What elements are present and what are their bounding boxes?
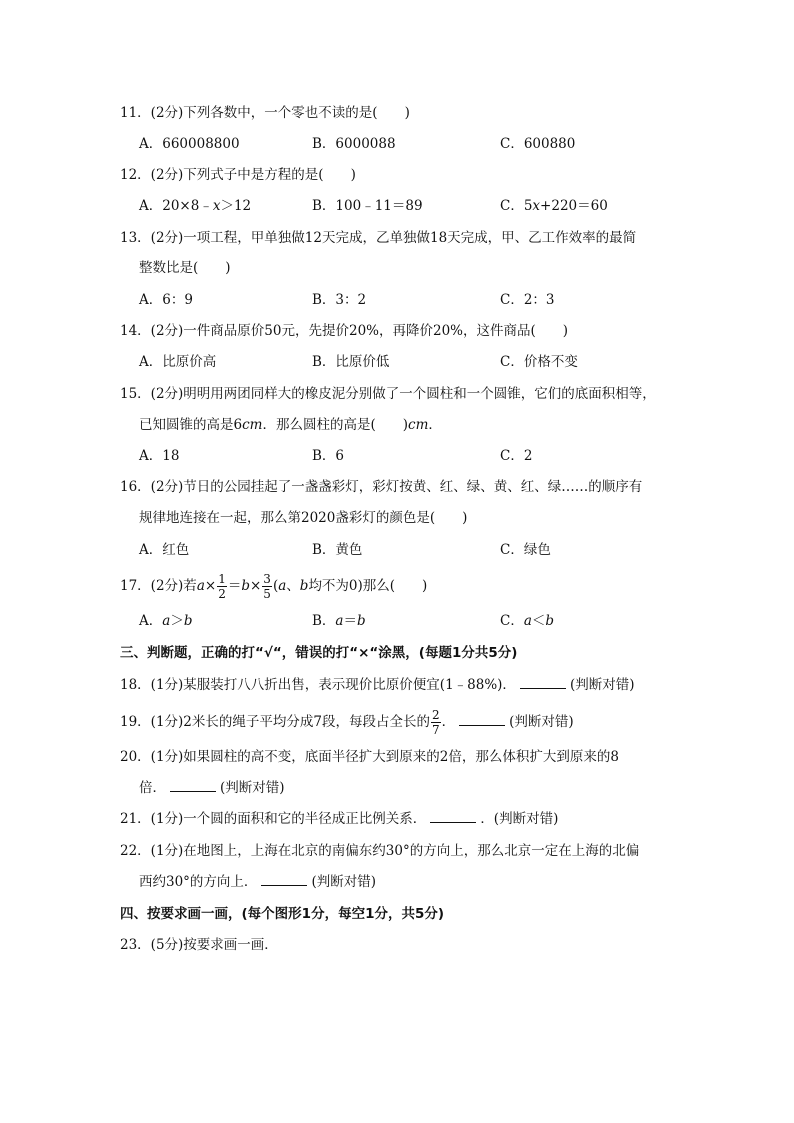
answer-blank[interactable] [430, 810, 476, 823]
question-18: 18．(1分)某服装打八八折出售，表示现价比原价便宜(1﹣88%)． (判断对错) [120, 677, 635, 693]
q14-option-c: C．价格不变 [500, 354, 578, 370]
question-14: 14．(2分)一件商品原价50元，先提价20%，再降价20%，这件商品( ) [120, 323, 569, 339]
q16-option-a: A．红色 [139, 542, 190, 558]
question-16-line-2: 规律地连接在一起，那么第2020盏彩灯的颜色是( ) [139, 510, 468, 526]
question-15-line-1: 15．(2分)明明用两团同样大的橡皮泥分别做了一个圆柱和一个圆锥，它们的底面积相等， [120, 386, 656, 402]
question-11: 11．(2分)下列各数中，一个零也不读的是( ) [120, 105, 410, 121]
section-3-heading: 三、判断题，正确的打“√“，错误的打“×“涂黑，(每题1分共5分) [120, 645, 518, 661]
q13-option-c: C．2：3 [500, 292, 555, 308]
q15-option-a: A．18 [139, 448, 180, 464]
question-16-line-1: 16．(2分)节日的公园挂起了一盏盏彩灯，彩灯按黄、红、绿、黄、红、绿……的顺序有 [120, 479, 643, 495]
q12-option-b: B．100﹣11＝89 [312, 198, 423, 214]
q17-option-a: A．a＞b [139, 613, 193, 629]
q17-option-c: C．a＜b [500, 613, 555, 629]
fraction-two-sevenths: $\frac{2}{7}$ [431, 708, 440, 737]
q12-option-c: C．5x+220＝60 [500, 198, 608, 214]
q11-option-a: A．660008800 [139, 136, 240, 152]
question-17: 17．(2分)若a× $\frac{1}{2}$ ＝b× $\frac{3}{5}$ (a、b均不为0)那么( ) [120, 572, 428, 601]
question-23: 23．(5分)按要求画一画． [120, 937, 278, 953]
fraction-three-fifths: $\frac{3}{5}$ [263, 572, 271, 601]
question-21: 21．(1分)一个圆的面积和它的半径成正比例关系． ．(判断对错) [120, 811, 559, 827]
q12-option-a: A．20×8﹣x＞12 [139, 198, 252, 214]
question-13-line-2: 整数比是( ) [139, 260, 231, 276]
question-22-line-1: 22．(1分)在地图上，上海在北京的南偏东约30°的方向上，那么北京一定在上海的北偏 [120, 843, 640, 859]
question-12: 12．(2分)下列式子中是方程的是( ) [120, 167, 356, 183]
question-20-line-2: 倍． (判断对错) [139, 780, 285, 796]
answer-blank[interactable] [520, 676, 566, 689]
q14-option-b: B．比原价低 [312, 354, 390, 370]
q11-option-b: B．6000088 [312, 136, 396, 152]
q14-option-a: A．比原价高 [139, 354, 217, 370]
question-20-line-1: 20．(1分)如果圆柱的高不变，底面半径扩大到原来的2倍，那么体积扩大到原来的8 [120, 749, 619, 765]
q16-option-c: C．绿色 [500, 542, 551, 558]
question-19: 19．(1分)2米长的绳子平均分成7段，每段占全长的 $\frac{2}{7}$ ． (判断对错) [120, 708, 574, 737]
answer-blank[interactable] [459, 713, 505, 726]
answer-blank[interactable] [170, 779, 216, 792]
q11-option-c: C．600880 [500, 136, 576, 152]
question-13-line-1: 13．(2分)一项工程，甲单独做12天完成，乙单独做18天完成，甲、乙工作效率的最简 [120, 230, 637, 246]
q15-option-b: B．6 [312, 448, 345, 464]
question-22-line-2: 西约30°的方向上． (判断对错) [139, 874, 376, 890]
q13-option-a: A．6：9 [139, 292, 193, 308]
question-15-line-2: 已知圆锥的高是6cm．那么圆柱的高是( )cm． [139, 417, 442, 433]
answer-blank[interactable] [261, 873, 307, 886]
q15-option-c: C．2 [500, 448, 533, 464]
q17-option-b: B．a＝b [312, 613, 366, 629]
fraction-one-half: $\frac{1}{2}$ [218, 572, 226, 601]
q13-option-b: B．3：2 [312, 292, 367, 308]
section-4-heading: 四、按要求画一画，(每个图形1分，每空1分，共5分) [120, 906, 445, 922]
q16-option-b: B．黄色 [312, 542, 363, 558]
